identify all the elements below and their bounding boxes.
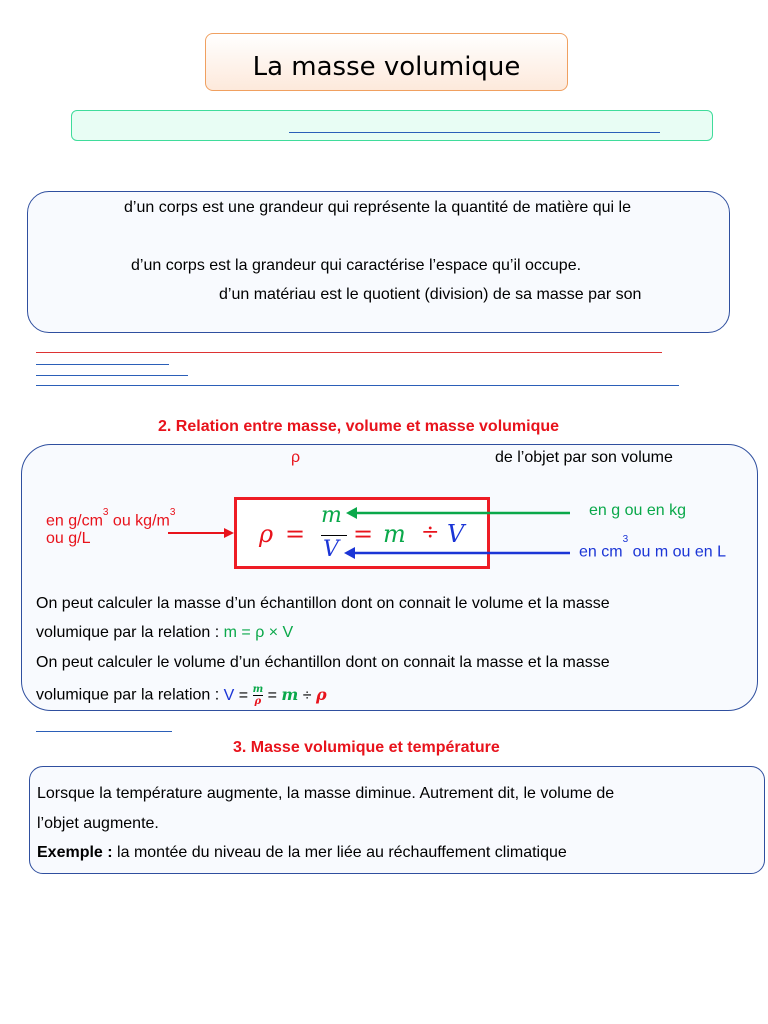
page-title: La masse volumique xyxy=(252,52,521,82)
formula-numerator: m xyxy=(321,503,342,528)
definition-volume: d’un corps est la grandeur qui caractérise l’espace qu’il occupe. xyxy=(131,257,582,274)
paragraph-volume-1: On peut calculer le volume d’un échantillon dont on connait la masse et la masse xyxy=(36,654,610,671)
unit-mass: en g ou en kg xyxy=(589,502,686,519)
section-heading-relation: 2. Relation entre masse, volume et masse volumique xyxy=(158,418,560,435)
temperature-box xyxy=(29,766,765,874)
definition-mass: d’un corps est une grandeur qui représente la quantité de matière qui le xyxy=(124,199,631,216)
paragraph-mass-2: volumique par la relation : m = ρ × V xyxy=(36,624,294,641)
paragraph-volume-2: volumique par la relation : V = $\frac{m}{\rho}$ = m ÷ ρ xyxy=(36,684,327,707)
formula-m: m xyxy=(383,520,406,548)
temperature-line-1: Lorsque la température augmente, la masse diminue. Autrement dit, le volume de xyxy=(37,785,615,802)
formula-equals-2: = xyxy=(353,520,374,548)
formula-divide: ÷ xyxy=(421,520,440,545)
formula-equals: = xyxy=(285,520,306,548)
example-line xyxy=(37,844,567,862)
unit-density-alt: ou g/L xyxy=(46,530,91,547)
formula-mass: m = ρ × V xyxy=(223,624,294,641)
blank-line xyxy=(36,731,172,732)
arrow-icon xyxy=(168,528,234,538)
formula-v: V xyxy=(447,520,465,548)
example-text: la montée du niveau de la mer liée au réchauffement climatique xyxy=(112,844,567,861)
unit-density: en $g/cm^3$ ou $kg/m^3$ xyxy=(46,507,176,530)
formula-rho: ρ xyxy=(259,520,274,548)
arrow-icon xyxy=(344,547,570,559)
formula-volume: V = $\frac{m}{\rho}$ = m ÷ ρ xyxy=(223,684,327,707)
paragraph-mass-1: On peut calculer la masse d’un échantillon dont on connait le volume et la masse xyxy=(36,595,610,612)
rho-symbol: ρ xyxy=(291,449,301,466)
arrow-icon xyxy=(346,507,570,519)
definition-density: d’un matériau est le quotient (division) de sa masse par son xyxy=(219,286,642,303)
relation-intro: de l’objet par son volume xyxy=(495,449,673,466)
formula-denominator: V xyxy=(323,537,339,562)
example-label: Exemple : xyxy=(37,844,113,861)
unit-volume: en $cm^3$ ou m ou en L xyxy=(579,534,726,561)
section-heading-temperature: 3. Masse volumique et température xyxy=(233,739,500,756)
temperature-line-2: l’objet augmente. xyxy=(37,815,159,832)
